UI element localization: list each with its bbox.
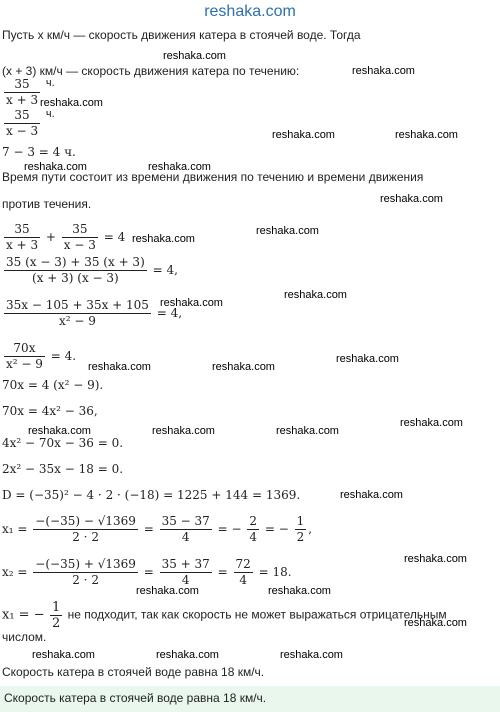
watermark: reshaka.com <box>152 425 215 437</box>
number-word: числом. <box>2 630 47 644</box>
watermark: reshaka.com <box>395 129 458 141</box>
discriminant: D = (−35)² − 4 · 2 · (−18) = 1225 + 144 = 1369. <box>2 488 301 502</box>
intro-line-2: (x + 3) км/ч — скорость движения катера по течению: <box>2 64 300 78</box>
watermark: reshaka.com <box>148 161 211 173</box>
watermark: reshaka.com <box>268 585 331 597</box>
watermark: reshaka.com <box>340 489 403 501</box>
fraction-downstream: $\frac{35}{x + 3}$ ч. <box>6 77 55 107</box>
watermark: reshaka.com <box>280 649 343 661</box>
answer-text: Скорость катера в стоячей воде равна 18 км/ч. <box>4 691 267 705</box>
seven-minus-three: 7 − 3 = 4 ч. <box>2 145 76 159</box>
equation-3: $\frac{35x - 105 + 35x + 105}{\text{x² − 9}}$ = 4, <box>6 298 183 328</box>
site-header[interactable]: reshaka.com <box>204 3 296 20</box>
watermark: reshaka.com <box>24 161 87 173</box>
watermark: reshaka.com <box>256 225 319 237</box>
intro-line-1: Пусть x км/ч — скорость движения катера в стоячей воде. Тогда <box>2 28 361 42</box>
watermark: reshaka.com <box>160 297 223 309</box>
watermark: reshaka.com <box>400 417 463 429</box>
watermark: reshaka.com <box>132 233 195 245</box>
watermark: reshaka.com <box>404 617 467 629</box>
equation-5: 70x = 4 (x² − 9). <box>2 378 104 392</box>
equation-4: $\frac{70x}{\text{x² − 9}}$ = 4. <box>6 341 77 371</box>
watermark: reshaka.com <box>136 585 199 597</box>
watermark: reshaka.com <box>336 353 399 365</box>
root-x1-rejected: x₁ = − $\frac{1}{2}$ не подходит, так как скорость не может выражаться отрицательным <box>2 600 447 631</box>
answer-box <box>0 686 500 712</box>
watermark: reshaka.com <box>32 649 95 661</box>
watermark: reshaka.com <box>40 97 103 109</box>
equation-6: 70x = 4x² − 36, <box>2 404 98 418</box>
time-sentence-1: Время пути состоит из времени движения по течению и времени движения <box>2 170 424 184</box>
watermark: reshaka.com <box>272 129 335 141</box>
watermark: reshaka.com <box>163 50 226 62</box>
watermark: reshaka.com <box>28 425 91 437</box>
equation-1: $\frac{35}{x + 3}$ + $\frac{35}{x - 3}$ = 4 <box>6 222 126 252</box>
watermark: reshaka.com <box>156 649 219 661</box>
root-x1: x₁ = $\frac{-(-35) - √1369}{2 \cdot 2}$ = $\frac{35 - 37}{4}$ = − $\frac{2}{4}$ = − $\frac{1}{2}$ , <box>2 514 313 544</box>
watermark: reshaka.com <box>88 361 151 373</box>
time-sentence-2: против течения. <box>2 197 92 211</box>
conclusion: Скорость катера в стоячей воде равна 18 км/ч. <box>2 665 265 679</box>
fraction-upstream: $\frac{35}{x - 3}$ ч. <box>6 108 55 138</box>
root-x2: x₂ = $\frac{-(-35) + √1369}{2 \cdot 2}$ = $\frac{35 + 37}{4}$ = $\frac{72}{4}$ = 18. <box>2 557 292 587</box>
watermark: reshaka.com <box>276 425 339 437</box>
equation-7: 4x² − 70x − 36 = 0. <box>2 436 124 450</box>
watermark: reshaka.com <box>404 553 467 565</box>
watermark: reshaka.com <box>284 289 347 301</box>
watermark: reshaka.com <box>380 193 443 205</box>
equation-8: 2x² − 35x − 18 = 0. <box>2 462 124 476</box>
watermark: reshaka.com <box>212 361 275 373</box>
watermark: reshaka.com <box>352 65 415 77</box>
equation-2: $\frac{35 (x - 3) + 35 (x + 3)}{(x + 3) (x - 3)}$ = 4, <box>6 255 178 285</box>
